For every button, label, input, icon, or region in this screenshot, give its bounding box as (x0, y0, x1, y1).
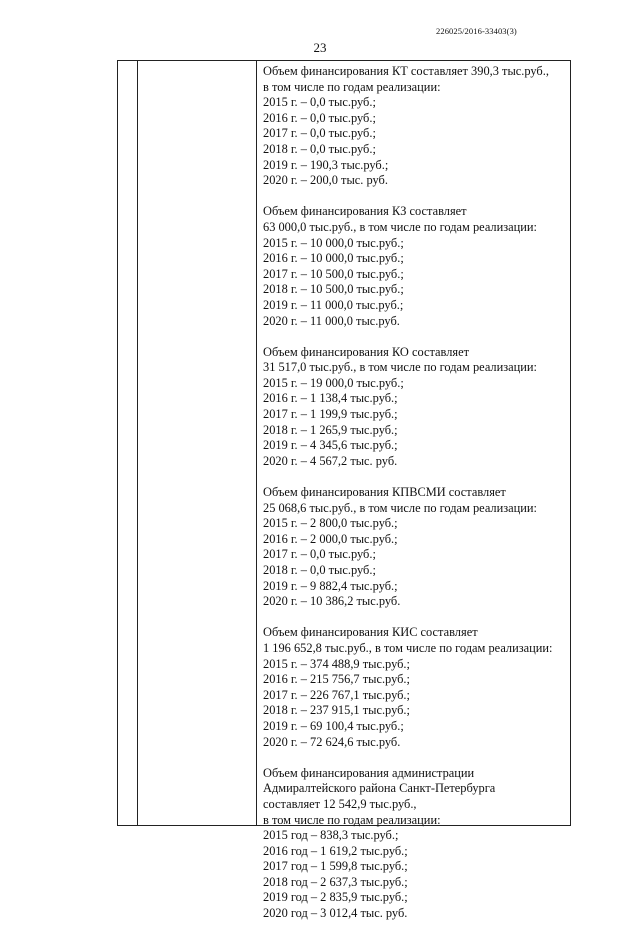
financing-line: составляет 12 542,9 тыс.руб., (263, 796, 417, 811)
financing-line: 2018 г. – 0,0 тыс.руб.; (263, 563, 376, 577)
financing-line: 2016 г. – 2 000,0 тыс.руб.; (263, 531, 398, 546)
page-number: 23 (313, 40, 327, 55)
financing-text-cell (263, 61, 569, 937)
financing-line: Объем финансирования КЗ составляет (263, 204, 467, 219)
financing-line: Объем финансирования КПВСМИ составляет (263, 485, 506, 500)
financing-line: 2017 г. – 0,0 тыс.руб.; (263, 126, 376, 141)
financing-line: 2018 г. – 1 265,9 тыс.руб.; (263, 422, 398, 437)
financing-line: Объем финансирования КТ составляет 390,3 тыс.руб., (263, 64, 549, 78)
financing-block (263, 204, 569, 329)
document-code: 226025/2016-33403(3) (436, 26, 517, 36)
financing-line: 2017 г. – 1 199,9 тыс.руб.; (263, 407, 398, 422)
financing-line: Объем финансирования администрации (263, 765, 475, 780)
financing-line: 2020 год – 3 012,4 тыс. руб. (263, 906, 408, 921)
financing-line: 2018 г. – 10 500,0 тыс.руб.; (263, 282, 404, 297)
financing-line: 2016 г. – 1 138,4 тыс.руб.; (263, 391, 398, 406)
financing-line: Объем финансирования КО составляет (263, 344, 470, 359)
financing-line: 1 196 652,8 тыс.руб., в том числе по годам реализации: (263, 640, 553, 655)
financing-line: 2019 г. – 11 000,0 тыс.руб.; (263, 297, 404, 312)
financing-line: 2019 год – 2 835,9 тыс.руб.; (263, 890, 408, 905)
table-column-divider (137, 61, 138, 825)
financing-line: 2017 г. – 0,0 тыс.руб.; (263, 547, 376, 562)
financing-line: 2018 г. – 237 915,1 тыс.руб.; (263, 703, 410, 718)
financing-line: 2019 г. – 9 882,4 тыс.руб.; (263, 578, 398, 593)
financing-line: 2020 г. – 200,0 тыс. руб. (263, 173, 388, 188)
financing-line: 25 068,6 тыс.руб., в том числе по годам реализации: (263, 500, 537, 515)
financing-line: 2019 г. – 190,3 тыс.руб.; (263, 157, 389, 172)
financing-line: 2020 г. – 72 624,6 тыс.руб. (263, 734, 401, 749)
financing-line: 2015 г. – 0,0 тыс.руб.; (263, 95, 376, 110)
financing-line: 2018 год – 2 637,3 тыс.руб.; (263, 874, 408, 889)
financing-block (263, 766, 569, 922)
financing-line: 2015 г. – 374 488,9 тыс.руб.; (263, 656, 410, 671)
financing-block (263, 625, 569, 750)
financing-line: Адмиралтейского района Санкт-Петербурга (263, 781, 496, 796)
financing-line: 2015 г. – 19 000,0 тыс.руб.; (263, 375, 404, 390)
financing-line: 2016 год – 1 619,2 тыс.руб.; (263, 843, 408, 858)
financing-line: в том числе по годам реализации: (263, 79, 441, 94)
financing-line: 2016 г. – 10 000,0 тыс.руб.; (263, 251, 404, 266)
financing-line: 2020 г. – 10 386,2 тыс.руб. (263, 594, 401, 609)
financing-line: 2015 год – 838,3 тыс.руб.; (263, 828, 399, 843)
financing-line: 2016 г. – 215 756,7 тыс.руб.; (263, 672, 410, 687)
financing-line: 31 517,0 тыс.руб., в том числе по годам реализации: (263, 360, 537, 375)
financing-line: Объем финансирования КИС составляет (263, 625, 478, 640)
financing-block (263, 61, 569, 189)
financing-line: 2017 г. – 10 500,0 тыс.руб.; (263, 266, 404, 281)
financing-line: 2017 г. – 226 767,1 тыс.руб.; (263, 687, 410, 702)
financing-table (117, 60, 571, 921)
financing-block (263, 345, 569, 470)
table-column-divider (256, 61, 257, 825)
financing-line: 2015 г. – 10 000,0 тыс.руб.; (263, 235, 404, 250)
financing-line: 2015 г. – 2 800,0 тыс.руб.; (263, 516, 398, 531)
financing-line: 2017 год – 1 599,8 тыс.руб.; (263, 859, 408, 874)
financing-line: 2019 г. – 4 345,6 тыс.руб.; (263, 438, 398, 453)
financing-line: 2019 г. – 69 100,4 тыс.руб.; (263, 718, 404, 733)
financing-line: 2020 г. – 4 567,2 тыс. руб. (263, 453, 398, 468)
financing-line: в том числе по годам реализации: (263, 812, 441, 827)
financing-block (263, 485, 569, 610)
financing-line: 63 000,0 тыс.руб., в том числе по годам реализации: (263, 219, 537, 234)
financing-line: 2016 г. – 0,0 тыс.руб.; (263, 110, 376, 125)
financing-line: 2020 г. – 11 000,0 тыс.руб. (263, 313, 400, 328)
financing-line: 2018 г. – 0,0 тыс.руб.; (263, 141, 376, 156)
